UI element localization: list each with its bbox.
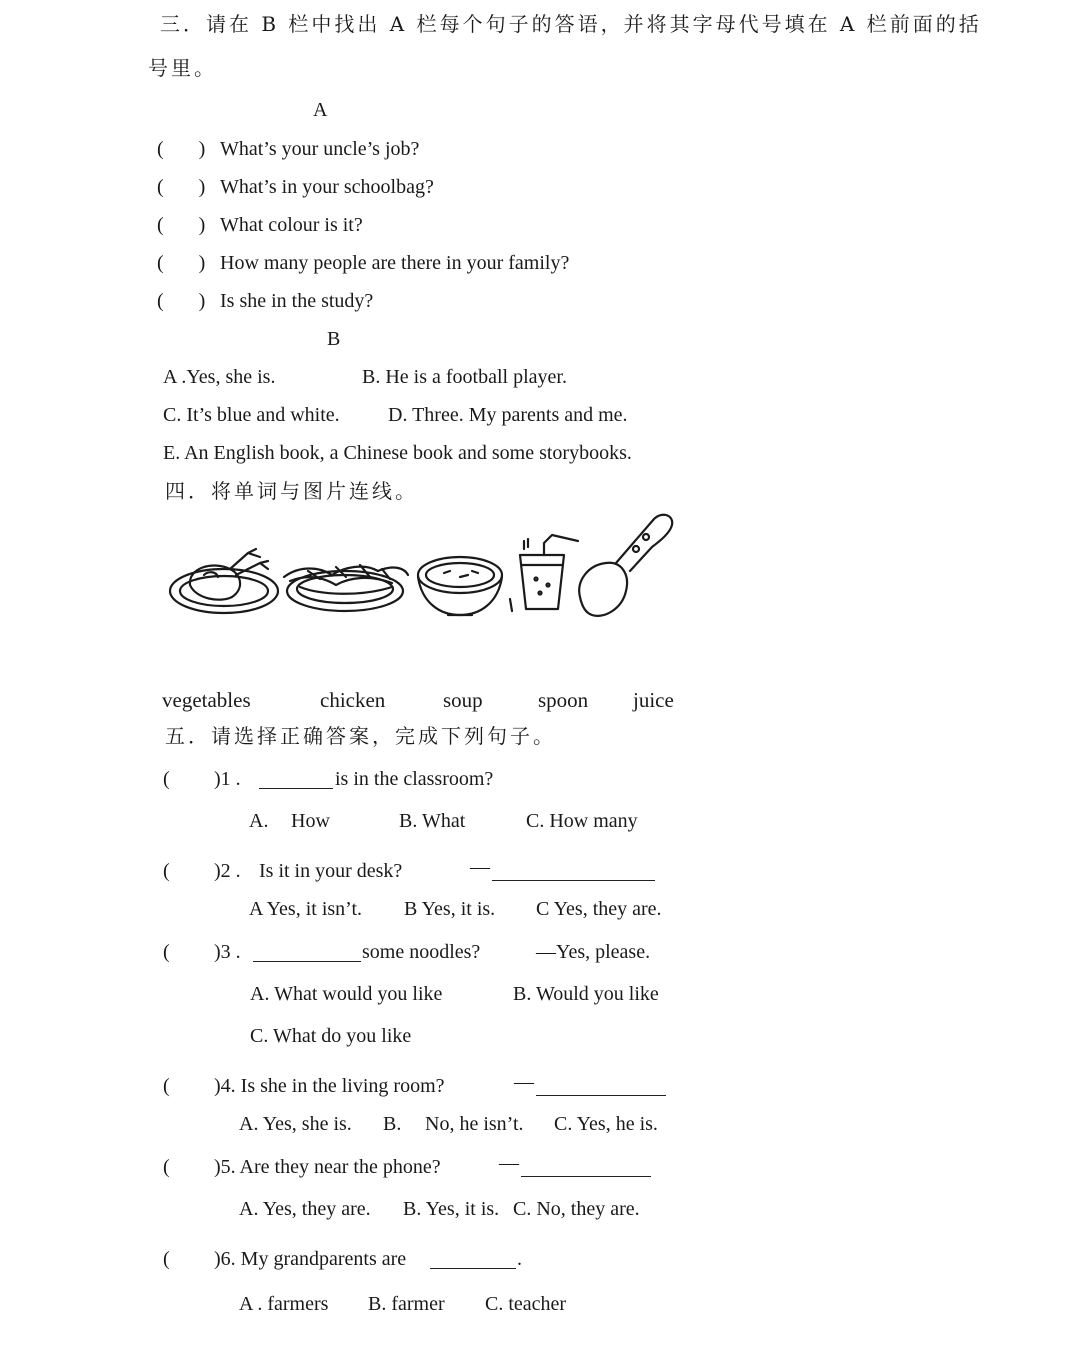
word-chicken[interactable]: chicken [320,688,386,712]
q1-option-b: B. What [399,810,466,832]
q5-question: )5. Are they near the phone? [214,1156,441,1178]
section3-title-line1: 三．请在 B 栏中找出 A 栏每个句子的答语，并将其字母代号填在 A 栏前面的括 [160,12,982,36]
q6-question: )6. My grandparents are [214,1248,407,1270]
q3-option-c: C. What do you like [250,1025,412,1047]
q3-blank[interactable] [253,943,361,962]
word-vegetables[interactable]: vegetables [162,688,251,712]
answer-bracket-a4[interactable]: ( ) [157,252,206,274]
answer-b-e: E. An English book, a Chinese book and some storybooks. [163,442,632,464]
q2-option-c: C Yes, they are. [536,898,662,920]
answer-bracket-a2[interactable]: ( ) [157,176,206,198]
answer-bracket-a3[interactable]: ( ) [157,214,206,236]
q4-answer-bracket[interactable]: ( [163,1075,170,1097]
q5-option-b: B. Yes, it is. [403,1198,500,1220]
question-a5: Is she in the study? [220,290,374,312]
question-a3: What colour is it? [220,214,363,236]
q6-option-c: C. teacher [485,1293,567,1315]
chicken-plate-icon[interactable] [170,549,278,613]
word-spoon[interactable]: spoon [538,688,589,712]
answer-bracket-a1[interactable]: ( ) [157,138,206,160]
section5-title: 五．请选择正确答案，完成下列句子。 [165,724,556,748]
q2-answer-bracket[interactable]: ( [163,860,170,882]
juice-glass-icon[interactable] [510,535,578,611]
q3-number: )3 . [214,941,241,963]
q4-option-b: No, he isn’t. [425,1113,524,1135]
q2-number: )2 . [214,860,241,882]
answer-b-d: D. Three. My parents and me. [388,404,628,426]
section4-title: 四．将单词与图片连线。 [165,479,418,503]
q2-option-b: B Yes, it is. [404,898,496,920]
q5-blank[interactable] [521,1158,651,1177]
q6-answer-bracket[interactable]: ( [163,1248,170,1270]
section3-title-line2: 号里。 [148,56,217,80]
q4-dash: — [514,1071,534,1093]
question-a1: What’s your uncle’s job? [220,138,420,160]
q3-answer-bracket[interactable]: ( [163,941,170,963]
q5-dash: — [499,1152,519,1174]
q6-period: . [517,1248,522,1270]
question-a2: What’s in your schoolbag? [220,176,434,198]
q5-answer-bracket[interactable]: ( [163,1156,170,1178]
q2-option-a: A Yes, it isn’t. [249,898,363,920]
q3-option-b: B. Would you like [513,983,659,1005]
q2-dash: — [470,856,490,878]
q5-option-a: A. Yes, they are. [239,1198,371,1220]
q6-option-b: B. farmer [368,1293,445,1315]
column-a-label: A [313,99,328,121]
answer-b-c: C. It’s blue and white. [163,404,340,426]
column-b-label: B [327,328,341,350]
answer-b-b: B. He is a football player. [362,366,567,388]
word-juice[interactable]: juice [633,688,674,712]
food-pictures [160,505,690,625]
q1-option-a-letter: A. [249,810,269,832]
question-a4: How many people are there in your family? [220,252,570,274]
q4-option-c: C. Yes, he is. [554,1113,658,1135]
q6-option-a: A . farmers [239,1293,329,1315]
spoon-icon[interactable] [579,515,672,616]
q2-blank[interactable] [492,862,655,881]
q1-blank[interactable] [259,770,333,789]
answer-b-a: A .Yes, she is. [163,366,276,388]
q1-number: )1 . [214,768,241,790]
vegetables-plate-icon[interactable] [284,565,408,611]
q1-answer-bracket[interactable]: ( [163,768,170,790]
q1-text: is in the classroom? [335,768,494,790]
q3-text: some noodles? [362,941,481,963]
q3-reply: —Yes, please. [536,941,651,963]
q6-blank[interactable] [430,1250,516,1269]
q4-option-b-letter: B. [383,1113,402,1135]
q4-blank[interactable] [536,1077,666,1096]
answer-bracket-a5[interactable]: ( ) [157,290,206,312]
q4-option-a: A. Yes, she is. [239,1113,352,1135]
word-soup[interactable]: soup [443,688,483,712]
q2-text: Is it in your desk? [259,860,403,882]
q1-option-a: How [291,810,330,832]
q4-question: )4. Is she in the living room? [214,1075,445,1097]
soup-bowl-icon[interactable] [418,557,502,615]
q1-option-c: C. How many [526,810,638,832]
q5-option-c: C. No, they are. [513,1198,640,1220]
q3-option-a: A. What would you like [250,983,443,1005]
